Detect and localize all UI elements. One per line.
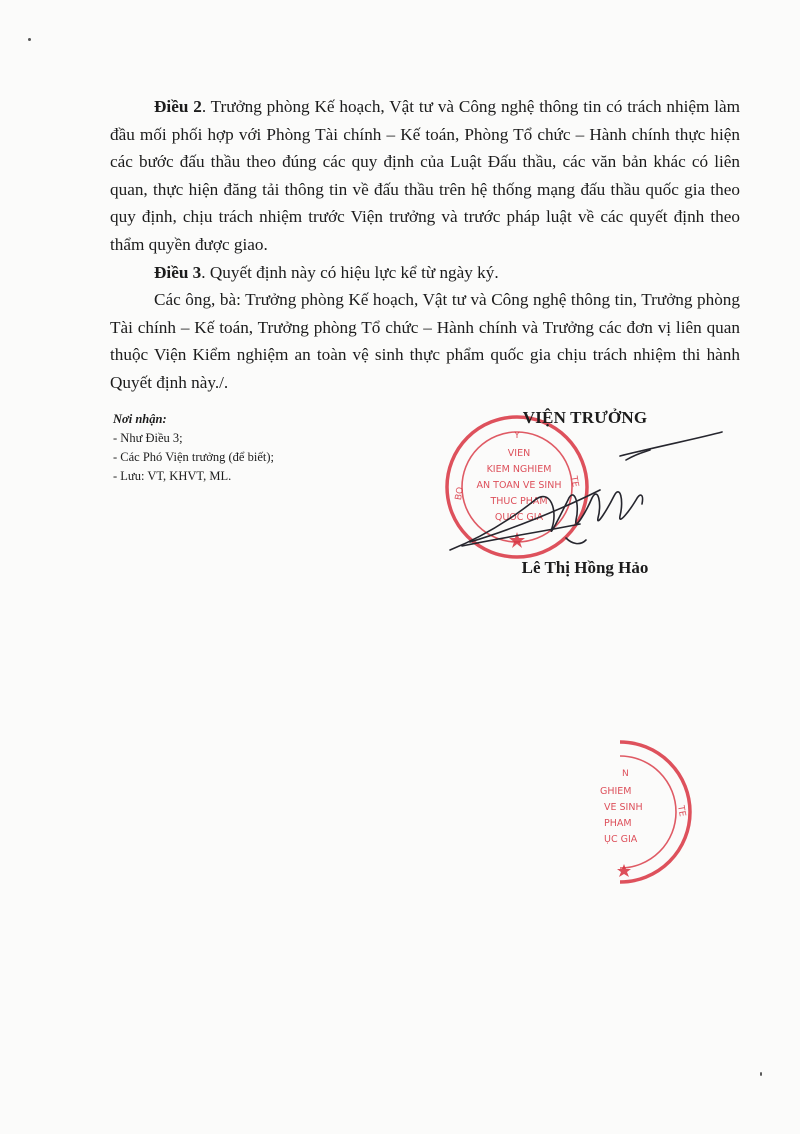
handwritten-signature xyxy=(440,420,740,570)
recipient-item: - Các Phó Viện trưởng (để biết); xyxy=(113,450,274,464)
recipients-block xyxy=(113,410,413,486)
article-3-text: . Quyết định này có hiệu lực kể từ ngày ký. xyxy=(201,262,499,282)
scan-speck xyxy=(760,1072,762,1076)
article-3-label: Điều 3 xyxy=(154,262,202,282)
partial-seal-line: N xyxy=(622,769,629,779)
document-body xyxy=(110,93,740,397)
article-2-paragraph xyxy=(110,93,740,259)
partial-seal-line: GHIEM xyxy=(600,786,632,797)
scan-speck xyxy=(28,38,31,41)
signer-name: Lê Thị Hồng Hảo xyxy=(521,558,649,577)
signer-title: VIỆN TRƯỞNG xyxy=(522,408,648,427)
seal-line: KIEM NGHIEM xyxy=(486,464,552,475)
partial-seal xyxy=(560,736,700,886)
recipient-item: - Như Điều 3; xyxy=(113,431,183,445)
seal-top-letter: Y xyxy=(514,431,520,441)
recipient-item: - Lưu: VT, KHVT, ML. xyxy=(113,469,232,483)
partial-seal-line: PHAM xyxy=(604,818,632,829)
seal-left-letter: BO xyxy=(453,486,467,501)
seal-line: QUOC GIA xyxy=(494,512,544,523)
seal-line: AN TOAN VE SINH xyxy=(476,480,562,491)
seal-right-letter: TE xyxy=(568,475,580,489)
partial-seal-line: VE SINH xyxy=(604,802,643,813)
article-2-label: Điều 2 xyxy=(154,97,202,116)
recipients-heading: Nơi nhận: xyxy=(113,412,167,426)
partial-seal-line: ỤC GIA xyxy=(604,834,638,845)
article-3-paragraph xyxy=(110,259,740,287)
seal-line: THUC PHAM xyxy=(490,496,548,507)
article-2-text: . Trưởng phòng Kế hoạch, Vật tư và Công nghệ thông tin có trách nhiệm làm đầu mối phối hợp với Phòng Tài chính – Kế toán, Phòng Tổ chức – Hành chính thực hiện các bước đấu thầu theo đúng các quy định của Luật Đấu thầu, các văn bản khác có liên quan, thực hiện đăng tải thông tin về đấu thầu trên hệ thống mạng đấu thầu quốc gia theo quy định, chịu trách nhiệm trước Viện trưởng và trước pháp luật về các quyết định theo thẩm quyền được giao. xyxy=(110,97,740,254)
seal-line: VIEN xyxy=(507,448,531,459)
partial-seal-side-letters: TE xyxy=(675,804,687,818)
closing-paragraph: Các ông, bà: Trưởng phòng Kế hoạch, Vật tư và Công nghệ thông tin, Trưởng phòng Tài chính – Kế toán, Trưởng phòng Tổ chức – Hành chính và Trưởng các đơn vị liên quan thuộc Viện Kiểm nghiệm an toàn vệ sinh thực phẩm quốc gia chịu trách nhiệm thi hành Quyết định này./. xyxy=(110,290,740,392)
